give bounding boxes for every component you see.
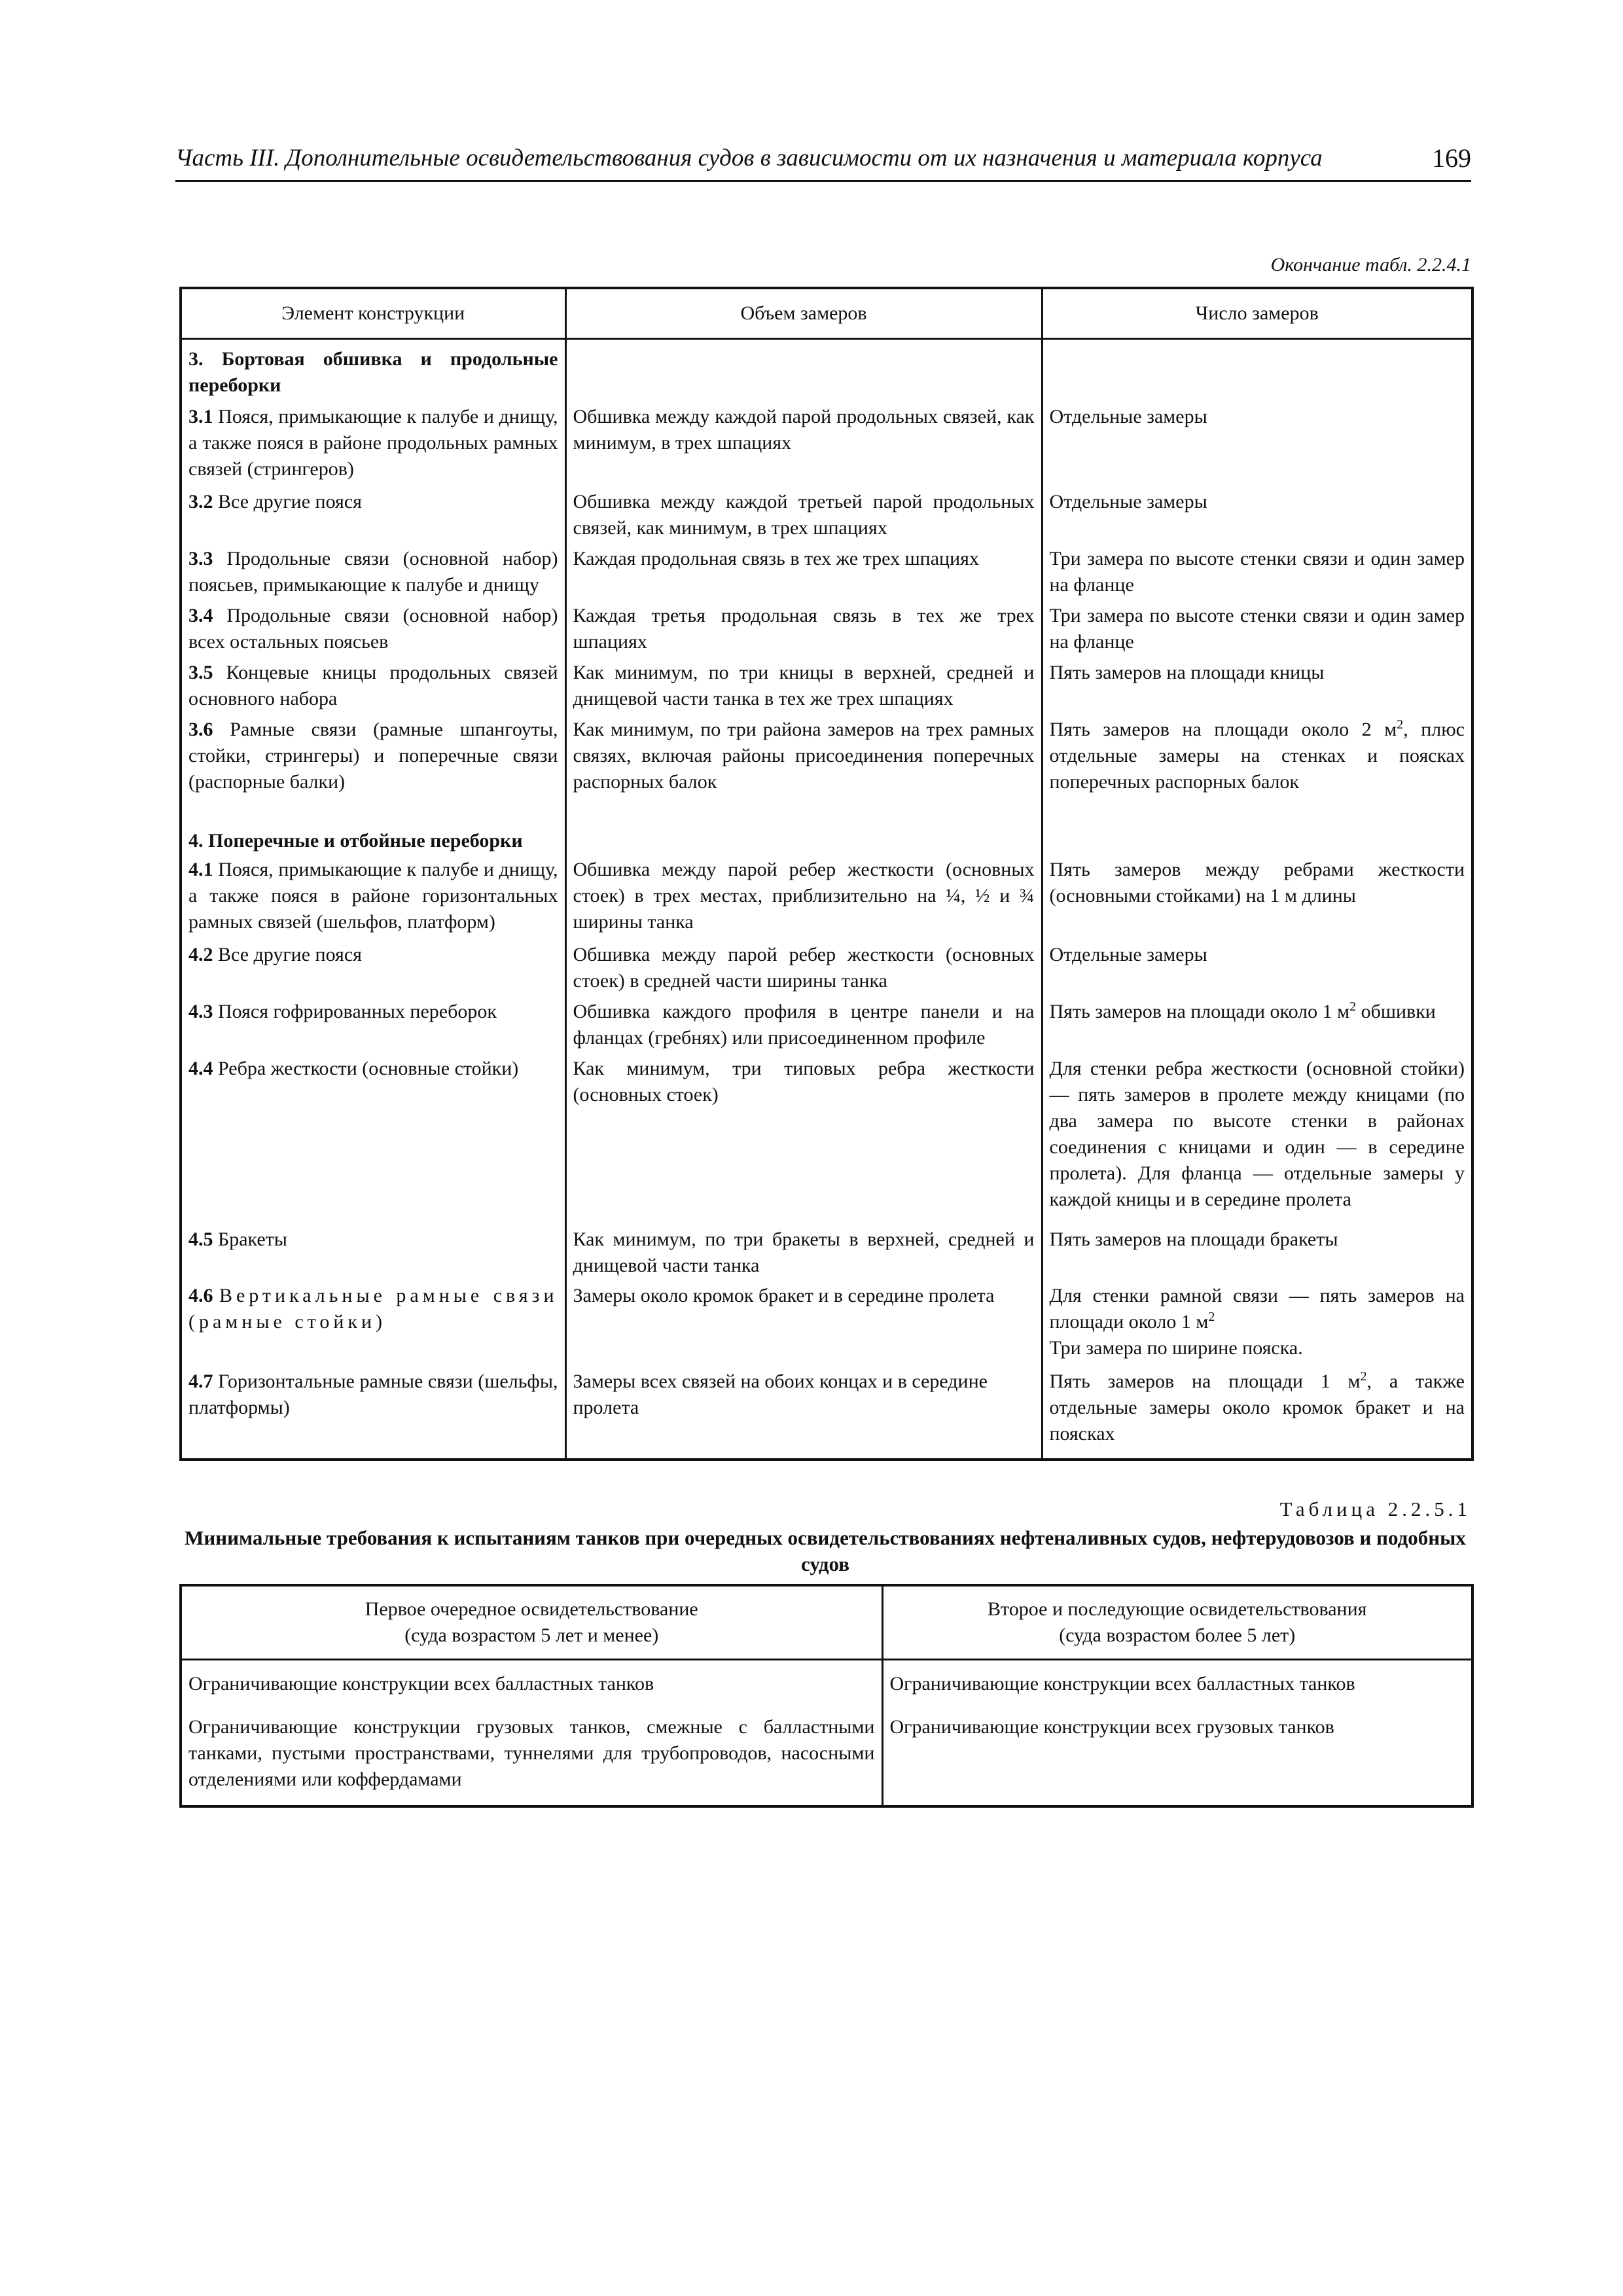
table-row (181, 1660, 1472, 1715)
table-row (181, 857, 1472, 942)
section-heading: 4. Поперечные и отбойные переборки (181, 828, 565, 856)
element-text: Бракеты (218, 1228, 287, 1250)
table-row (181, 603, 1472, 660)
table-title: Минимальные требования к испытаниям танков при очередных освидетельствованиях нефтеналивных судов, нефтерудовозов и подобных судов (185, 1526, 1466, 1575)
section-heading: 3. Бортовая обшивка и продольные переборки (181, 339, 565, 404)
column-header-first-survey: Первое очередное освидетельствование (суда возрастом 5 лет и менее) (181, 1585, 882, 1660)
element-text: Все другие пояся (218, 944, 362, 966)
count-cell: Отдельные замеры (1042, 942, 1472, 999)
table-label: Таблица 2.2.5.1 (1279, 1498, 1471, 1520)
scope-cell: Как минимум, три типовых ребра жесткости (основных стоек) (565, 1056, 1042, 1227)
count-cell: Для стенки рамной связи — пять замеров на площади около 1 $м^2$ Три замера по ширине пояска. (1042, 1283, 1472, 1368)
item-number: 4.3 (188, 1000, 213, 1022)
scope-cell: Как минимум, по три бракеты в верхней, средней и днищевой части танка (565, 1227, 1042, 1283)
table-row (181, 1369, 1472, 1458)
element-text: Горизонтальные рамные связи (шельфы, платформы) (188, 1370, 558, 1418)
element-text: Ребра жесткости (основные стойки) (218, 1057, 519, 1079)
item-number: 4.6 (188, 1285, 213, 1307)
superscript: 2 (1360, 1369, 1367, 1384)
element-cell (181, 1056, 565, 1227)
table-row (181, 489, 1472, 546)
table-header-row (181, 288, 1472, 339)
element-cell (181, 1227, 565, 1283)
element-text: Рамные связи (рамные шпангоуты, стойки, стрингеры) и поперечные связи (распорные балки) (188, 718, 558, 793)
section-heading-row (181, 828, 1472, 856)
element-text: Все другие пояся (218, 491, 362, 513)
item-number: 4.2 (188, 944, 213, 966)
first-survey-cell: Ограничивающие конструкции грузовых танков, смежные с балластными танками, пустыми пространствами, туннелями для трубопроводов, насосными отделениями или коффердамами (181, 1714, 882, 1806)
table-row (181, 1283, 1472, 1368)
section-heading-row (181, 339, 1472, 404)
scope-cell: Обшивка между каждой парой продольных связей, как минимум, в трех шпациях (565, 404, 1042, 489)
item-number: 3.1 (188, 405, 213, 427)
element-cell (181, 717, 565, 802)
table-row (181, 546, 1472, 603)
table-row (181, 1056, 1472, 1227)
element-cell (181, 660, 565, 717)
count-cell: Пять замеров между ребрами жесткости (основными стойками) на 1 м длины (1042, 857, 1472, 942)
table-row (181, 404, 1472, 489)
column-header-count: Число замеров (1042, 288, 1472, 339)
element-cell (181, 489, 565, 546)
table-row (181, 1227, 1472, 1283)
table-row (181, 999, 1472, 1056)
count-cell: Пять замеров на площади бракеты (1042, 1227, 1472, 1283)
running-header (175, 143, 1471, 182)
item-number: 4.1 (188, 858, 213, 880)
scope-cell: Обшивка между парой ребер жесткости (основных стоек) в трех местах, приблизительно на ¼, ½ и ¾ ширины танка (565, 857, 1042, 942)
element-text: Продольные связи (основной набор) поясьев, примыкающие к палубе и днищу (188, 548, 558, 596)
scope-cell: Как минимум, по три района замеров на трех рамных связях, включая районы присоединения поперечных распорных балок (565, 717, 1042, 802)
item-number: 3.3 (188, 548, 213, 570)
element-cell (181, 603, 565, 660)
column-header-subsequent-surveys: Второе и последующие освидетельствования (суда возрастом более 5 лет) (882, 1585, 1472, 1660)
tank-testing-table (179, 1584, 1474, 1808)
element-text: Пояся, примыкающие к палубе и днищу, а также пояся в районе продольных рамных связей (стрингеров) (188, 405, 558, 480)
running-header-title: Часть III. Дополнительные освидетельствования судов в зависимости от их назначения и материала корпуса (175, 145, 1323, 171)
count-cell: Пять замеров на площади 1 $м^2$, а также отдельные замеры около кромок бракет и на поясках (1042, 1369, 1472, 1458)
item-number: 4.5 (188, 1228, 213, 1250)
item-number: 3.4 (188, 605, 213, 627)
scope-cell: Каждая продольная связь в тех же трех шпациях (565, 546, 1042, 603)
scope-cell: Как минимум, по три кницы в верхней, средней и днищевой части танка в тех же трех шпациях (565, 660, 1042, 717)
filler-row (181, 1458, 1472, 1460)
column-header-scope: Объем замеров (565, 288, 1042, 339)
column-header-element: Элемент конструкции (181, 288, 565, 339)
count-cell: Отдельные замеры (1042, 404, 1472, 489)
scope-cell: Замеры около кромок бракет и в середине пролета (565, 1283, 1042, 1368)
inspection-table (179, 287, 1474, 1461)
superscript: 2 (1397, 717, 1404, 732)
element-text: Вертикальные рамные связи (рамные стойки) (188, 1285, 558, 1333)
table-row (181, 1714, 1472, 1806)
element-text: Пояся, примыкающие к палубе и днищу, а также пояся в районе горизонтальных рамных связей (шельфов, платформ) (188, 858, 558, 933)
element-text: Концевые кницы продольных связей основного набора (188, 661, 558, 709)
count-cell: Пять замеров на площади кницы (1042, 660, 1472, 717)
element-cell (181, 1283, 565, 1368)
scope-cell: Обшивка каждого профиля в центре панели и на фланцах (гребнях) или присоединенном профиле (565, 999, 1042, 1056)
element-cell (181, 546, 565, 603)
table-row (181, 660, 1472, 717)
item-number: 3.6 (188, 718, 213, 740)
item-number: 3.2 (188, 491, 213, 513)
subsequent-survey-cell: Ограничивающие конструкции всех балластных танков (882, 1660, 1472, 1715)
count-cell: Три замера по высоте стенки связи и один замер на фланце (1042, 603, 1472, 660)
element-cell (181, 999, 565, 1056)
count-cell: Для стенки ребра жесткости (основной стойки) — пять замеров в пролете между кницами (по два замера по высоте стенки в районах соединения с кницами и один — в середине пролета). Для фланца — отдельные замеры у каждой кницы и в середине пролета (1042, 1056, 1472, 1227)
subsequent-survey-cell: Ограничивающие конструкции всех грузовых танков (882, 1714, 1472, 1806)
element-cell (181, 857, 565, 942)
table-continuation-note: Окончание табл. 2.2.4.1 (1270, 254, 1471, 276)
count-cell: Пять замеров на площади около 1 $м^2$ обшивки (1042, 999, 1472, 1056)
count-cell: Пять замеров на площади около 2 $м^2$, плюс отдельные замеры на стенках и поясках поперечных распорных балок (1042, 717, 1472, 802)
item-number: 3.5 (188, 661, 213, 683)
element-text: Пояся гофрированных переборок (218, 1000, 497, 1022)
scope-cell: Обшивка между каждой третьей парой продольных связей, как минимум, в трех шпациях (565, 489, 1042, 546)
scope-cell: Обшивка между парой ребер жесткости (основных стоек) в средней части ширины танка (565, 942, 1042, 999)
element-cell (181, 404, 565, 489)
scope-cell: Замеры всех связей на обоих концах и в середине пролета (565, 1369, 1042, 1458)
count-cell: Отдельные замеры (1042, 489, 1472, 546)
count-cell: Три замера по высоте стенки связи и один замер на фланце (1042, 546, 1472, 603)
superscript: 2 (1349, 999, 1357, 1014)
page-number: 169 (1432, 143, 1471, 173)
spacer-row (181, 802, 1472, 828)
table-row (181, 717, 1472, 802)
element-cell (181, 1369, 565, 1458)
element-text: Продольные связи (основной набор) всех остальных поясьев (188, 605, 558, 653)
scope-cell: Каждая третья продольная связь в тех же трех шпациях (565, 603, 1042, 660)
first-survey-cell: Ограничивающие конструкции всех балластных танков (181, 1660, 882, 1715)
superscript: 2 (1208, 1310, 1215, 1325)
element-cell (181, 942, 565, 999)
item-number: 4.4 (188, 1057, 213, 1079)
item-number: 4.7 (188, 1370, 213, 1392)
table-row (181, 942, 1472, 999)
table-header-row (181, 1585, 1472, 1660)
